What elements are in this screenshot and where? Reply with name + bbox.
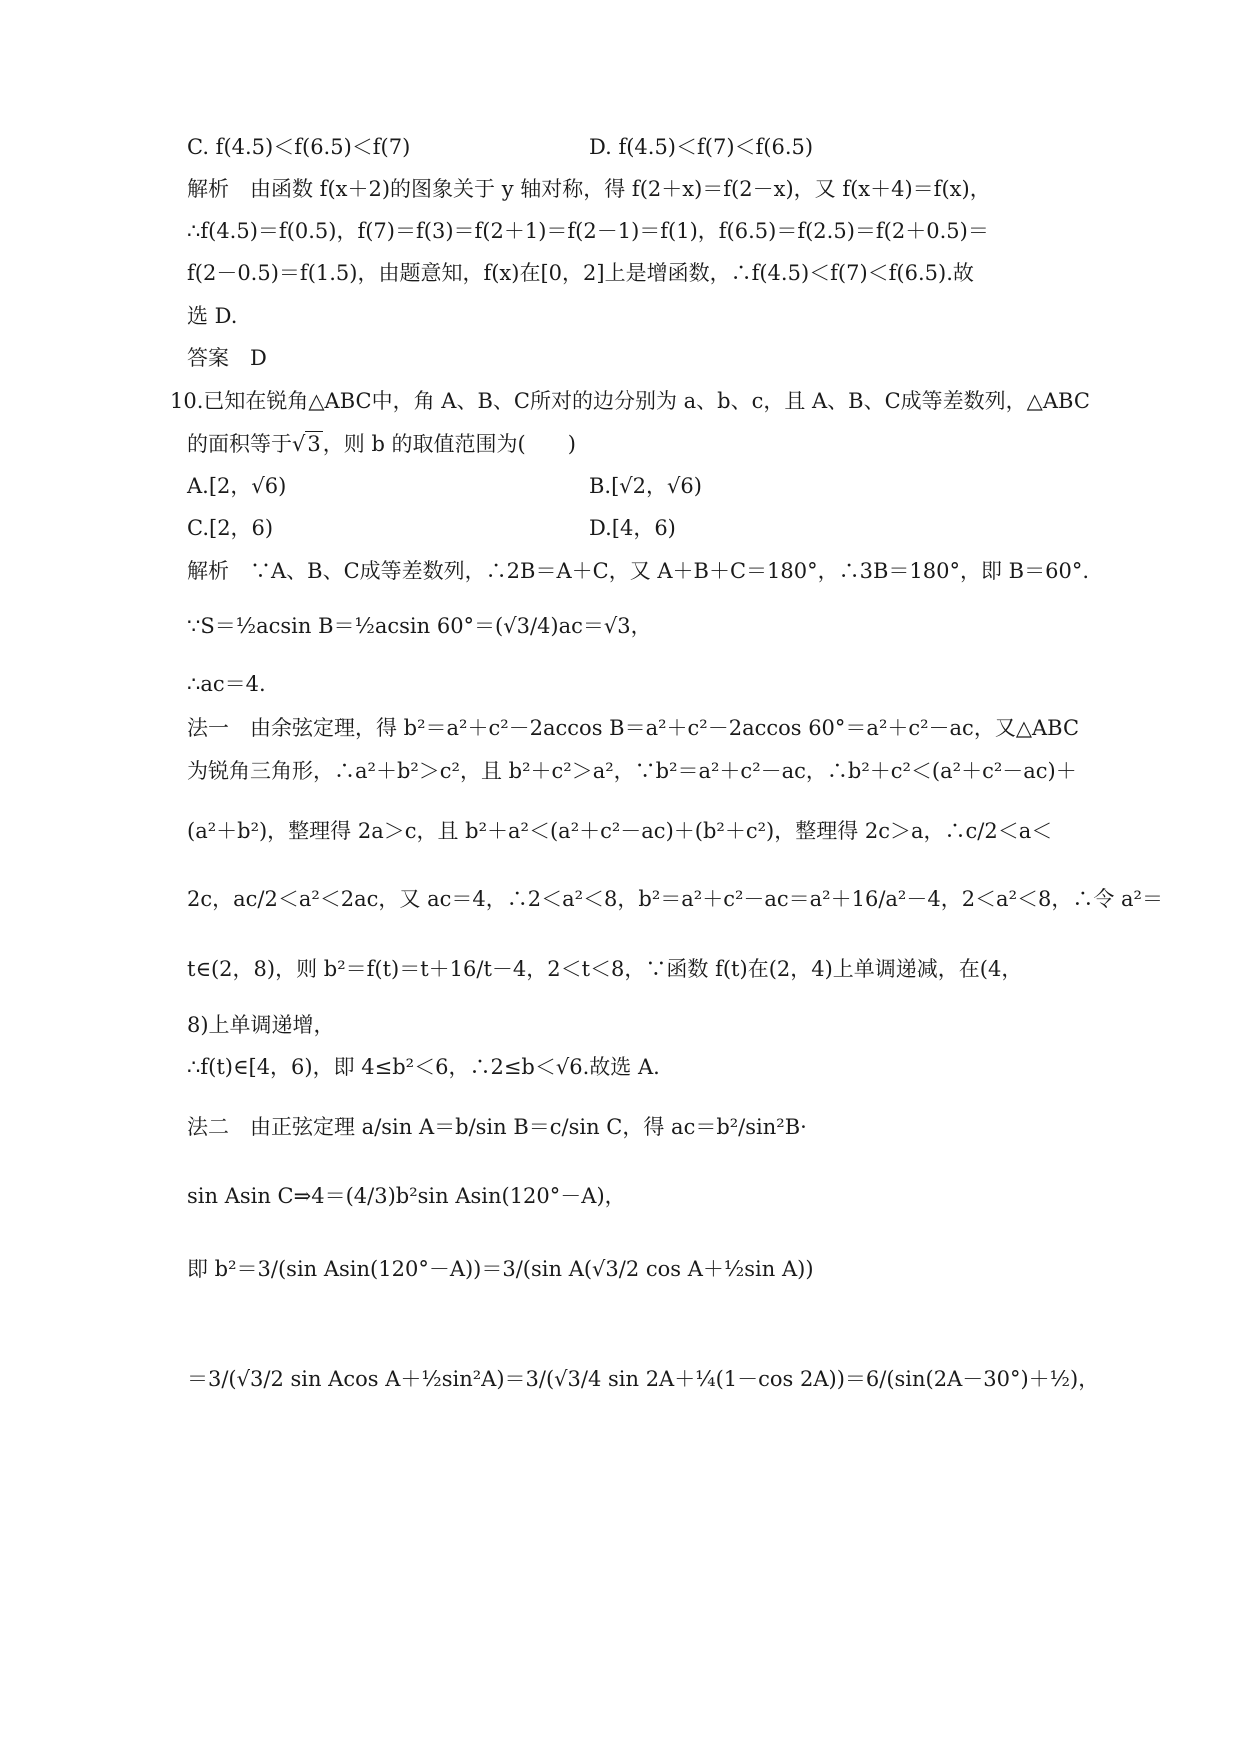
q10-solution-line-1: 解析 ∵A、B、C成等差数列，∴2B＝A＋C，又 A＋B＋C＝180°，∴3B＝180°，即 B＝60°. xyxy=(187,559,1089,583)
q10-stem-prefix: 的面积等于 xyxy=(187,432,292,456)
method2-line-4: ＝3/(√3/2 sin Acos A＋½sin²A)＝3/(√3/4 sin 2A＋¼(1－cos 2A))＝6/(sin(2A－30°)＋½)， xyxy=(187,1367,1100,1391)
q9-answer: 答案 D xyxy=(187,346,267,370)
method1-line-1: 法一 由余弦定理，得 b²＝a²＋c²－2accos B＝a²＋c²－2accos 60°＝a²＋c²－ac，又△ABC xyxy=(187,716,1080,740)
method1-line-3: (a²＋b²)，整理得 2a＞c，且 b²＋a²＜(a²＋c²－ac)＋(b²＋c²)，整理得 2c＞a，∴c/2＜a＜ xyxy=(187,819,1053,843)
method2-line-3: 即 b²＝3/(sin Asin(120°－A))＝3/(sin A(√3/2 cos A＋½sin A)) xyxy=(187,1257,814,1281)
method2-line-1: 法二 由正弦定理 a/sin A＝b/sin B＝c/sin C，得 ac＝b²/sin²B· xyxy=(187,1115,807,1139)
method1-line-5: t∈(2，8)，则 b²＝f(t)＝t＋16/t－4，2＜t＜8，∵函数 f(t)在(2，4)上单调递减，在(4， xyxy=(187,957,1023,981)
q10-stem-line-2 xyxy=(187,430,576,458)
method2-line-2: sin Asin C⇒4＝(4/3)b²sin Asin(120°－A)， xyxy=(187,1184,626,1208)
q10-option-b: B.[√2，√6) xyxy=(589,474,702,498)
q10-solution-line-2: ∵S＝½acsin B＝½acsin 60°＝(√3/4)ac＝√3， xyxy=(187,614,652,638)
q9-analysis-line-4: 选 D. xyxy=(187,304,238,328)
method1-line-7: ∴f(t)∈[4，6)，即 4≤b²＜6，∴2≤b＜√6.故选 A. xyxy=(187,1055,660,1079)
q10-stem-suffix: ，则 b 的取值范围为( ) xyxy=(322,432,576,456)
q9-analysis-line-1: 解析 由函数 f(x＋2)的图象关于 y 轴对称，得 f(2＋x)＝f(2－x)，又 f(x＋4)＝f(x)， xyxy=(187,177,991,201)
q9-option-d: D. f(4.5)＜f(7)＜f(6.5) xyxy=(589,135,814,159)
sqrt3-symbol: √3 xyxy=(292,432,321,456)
q10-option-a: A.[2，√6) xyxy=(187,474,287,498)
q10-option-c: C.[2，6) xyxy=(187,516,274,540)
q10-solution-line-3: ∴ac＝4. xyxy=(187,672,266,696)
q9-analysis-line-3: f(2－0.5)＝f(1.5)，由题意知，f(x)在[0，2]上是增函数，∴f(4.5)＜f(7)＜f(6.5).故 xyxy=(187,261,974,285)
q9-option-c: C. f(4.5)＜f(6.5)＜f(7) xyxy=(187,135,411,159)
q9-analysis-line-2: ∴f(4.5)＝f(0.5)，f(7)＝f(3)＝f(2＋1)＝f(2－1)＝f(1)，f(6.5)＝f(2.5)＝f(2＋0.5)＝ xyxy=(187,219,989,243)
method1-line-2: 为锐角三角形，∴a²＋b²＞c²，且 b²＋c²＞a²，∵b²＝a²＋c²－ac，∴b²＋c²＜(a²＋c²－ac)＋ xyxy=(187,759,1077,783)
q10-option-d: D.[4，6) xyxy=(589,516,676,540)
method1-line-4: 2c，ac/2＜a²＜2ac，又 ac＝4，∴2＜a²＜8，b²＝a²＋c²－ac＝a²＋16/a²－4，2＜a²＜8，∴令 a²＝ xyxy=(187,887,1163,911)
method1-line-6: 8)上单调递增， xyxy=(187,1013,335,1037)
q10-stem-line-1: 10.已知在锐角△ABC中，角 A、B、C所对的边分别为 a、b、c，且 A、B、C成等差数列，△ABC xyxy=(170,389,1090,413)
